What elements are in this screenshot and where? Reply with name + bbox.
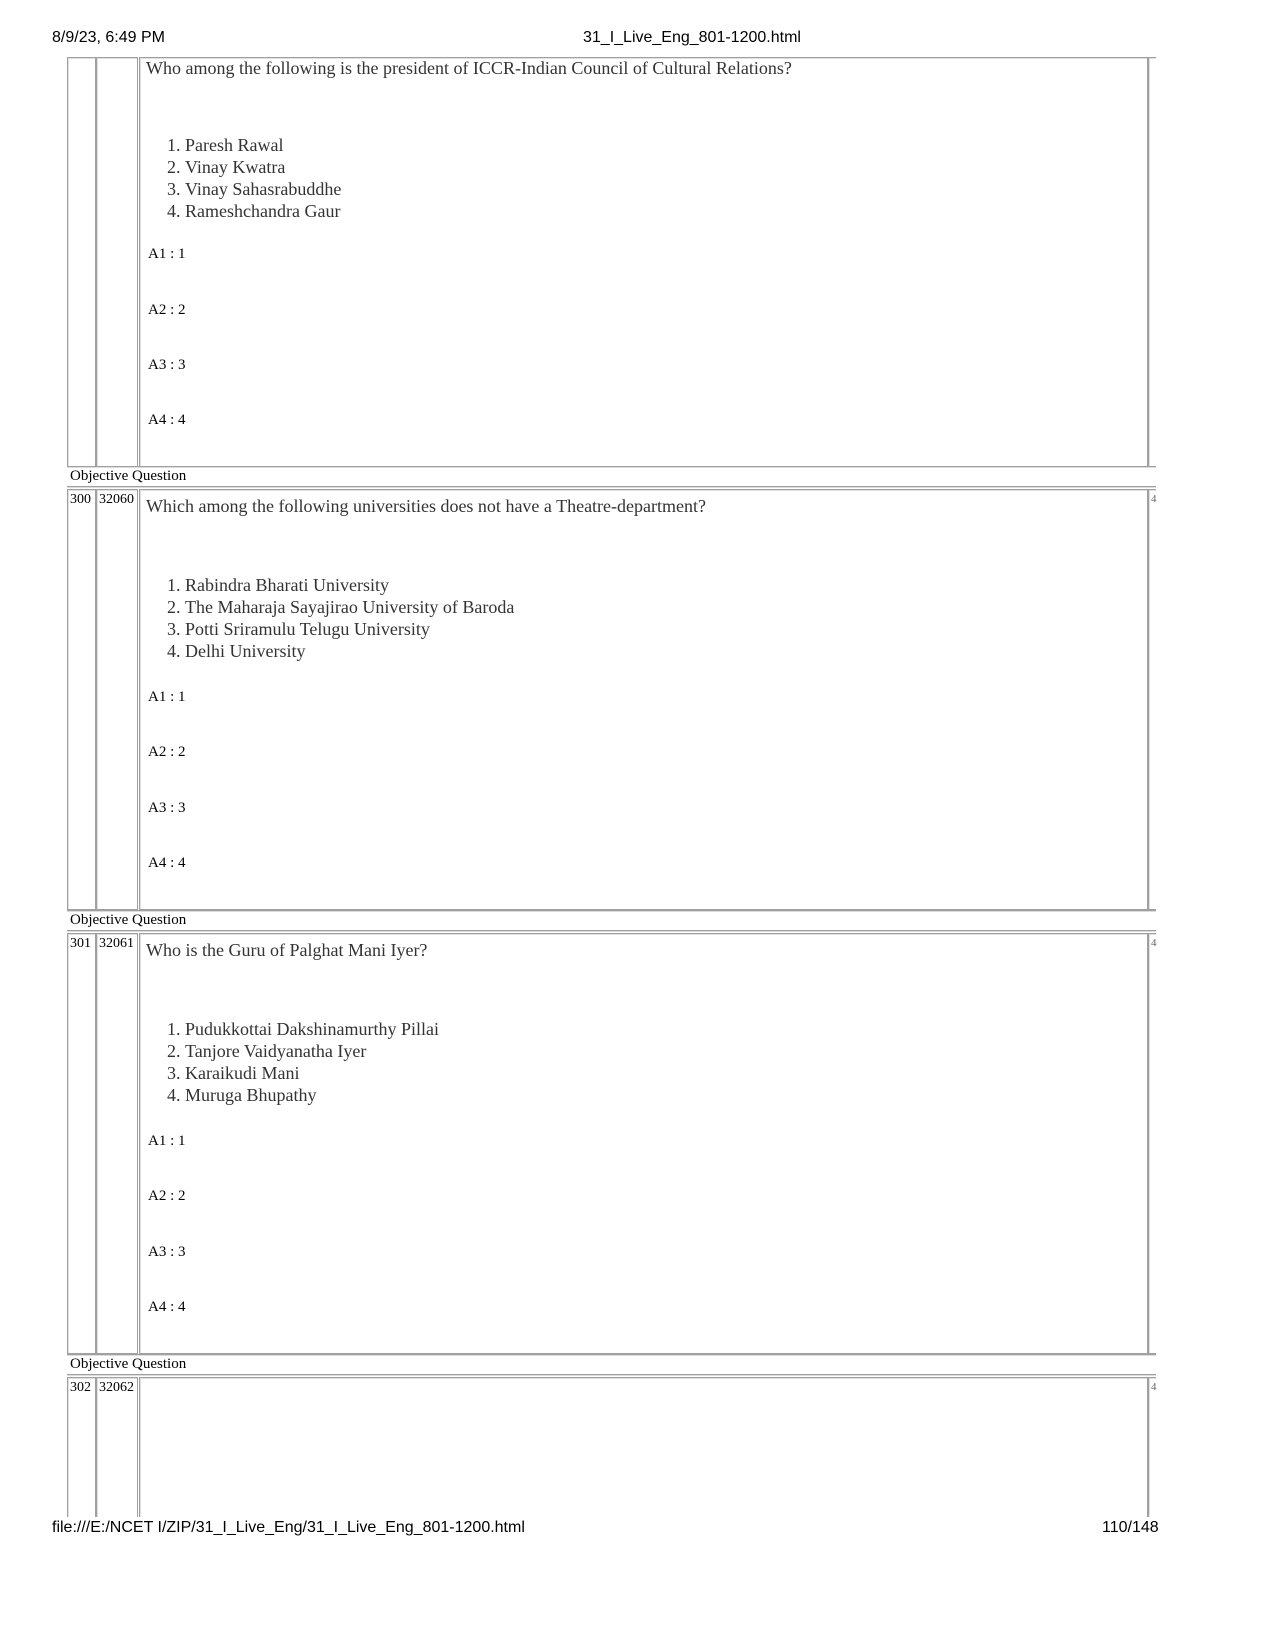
- section-divider: [67, 1374, 1156, 1376]
- section-label: Objective Question: [70, 912, 187, 928]
- question-cell: [139, 57, 1148, 467]
- option-item: 2. Vinay Kwatra: [185, 156, 341, 178]
- options-list: [163, 574, 514, 662]
- sno-cell: [67, 933, 96, 1354]
- options-list: [163, 134, 341, 222]
- marks-cell: [1148, 57, 1156, 467]
- question-cell: [139, 1377, 1148, 1517]
- option-item: 3. Vinay Sahasrabuddhe: [185, 178, 341, 200]
- answer-line: A4 : 4: [148, 412, 186, 428]
- sno-cell: [67, 1377, 96, 1517]
- question-text: Who is the Guru of Palghat Mani Iyer?: [146, 940, 428, 960]
- marks-value: 4: [1151, 937, 1157, 949]
- answer-line: A4 : 4: [148, 1299, 186, 1315]
- qid-cell: [96, 57, 138, 467]
- question-id: 32060: [99, 492, 134, 507]
- option-item: 3. Karaikudi Mani: [185, 1062, 439, 1084]
- section-divider: [67, 466, 1156, 468]
- answer-line: A3 : 3: [148, 1244, 186, 1260]
- option-item: 4. Muruga Bhupathy: [185, 1084, 439, 1106]
- answer-line: A2 : 2: [148, 1188, 186, 1204]
- option-item: 1. Pudukkottai Dakshinamurthy Pillai: [185, 1018, 439, 1040]
- file-path: file:///E:/NCET I/ZIP/31_I_Live_Eng/31_I_Live_Eng_801-1200.html: [52, 1519, 525, 1536]
- question-text: Which among the following universities does not have a Theatre-department?: [146, 496, 706, 516]
- qid-cell: [96, 489, 138, 910]
- marks-value: 4: [1151, 1381, 1157, 1393]
- answer-line: A1 : 1: [148, 689, 186, 705]
- serial-number: 301: [70, 936, 91, 951]
- option-item: 2. The Maharaja Sayajirao University of Baroda: [185, 596, 514, 618]
- serial-number: 300: [70, 492, 91, 507]
- answer-line: A1 : 1: [148, 246, 186, 262]
- option-item: 4. Delhi University: [185, 640, 514, 662]
- section-divider: [67, 930, 1156, 932]
- option-item: 1. Paresh Rawal: [185, 134, 341, 156]
- section-label: Objective Question: [70, 468, 187, 484]
- marks-value: 4: [1151, 493, 1157, 505]
- sno-cell: [67, 489, 96, 910]
- marks-cell: [1148, 1377, 1156, 1517]
- answer-line: A2 : 2: [148, 744, 186, 760]
- option-item: 3. Potti Sriramulu Telugu University: [185, 618, 514, 640]
- section-divider: [67, 486, 1156, 488]
- qid-cell: [96, 1377, 138, 1517]
- sno-cell: [67, 57, 96, 467]
- section-divider: [67, 910, 1156, 912]
- answer-line: A4 : 4: [148, 855, 186, 871]
- option-item: 4. Rameshchandra Gaur: [185, 200, 341, 222]
- qid-cell: [96, 933, 138, 1354]
- option-item: 2. Tanjore Vaidyanatha Iyer: [185, 1040, 439, 1062]
- question-cell: [139, 489, 1148, 910]
- answer-line: A3 : 3: [148, 800, 186, 816]
- answer-line: A3 : 3: [148, 357, 186, 373]
- marks-cell: [1148, 933, 1156, 1354]
- question-id: 32062: [99, 1380, 134, 1395]
- document-title: 31_I_Live_Eng_801-1200.html: [583, 29, 801, 46]
- options-list: [163, 1018, 439, 1106]
- question-id: 32061: [99, 936, 134, 951]
- section-divider: [67, 1354, 1156, 1356]
- answer-line: A2 : 2: [148, 302, 186, 318]
- serial-number: 302: [70, 1380, 91, 1395]
- option-item: 1. Rabindra Bharati University: [185, 574, 514, 596]
- answer-line: A1 : 1: [148, 1133, 186, 1149]
- marks-cell: [1148, 489, 1156, 910]
- question-text: Who among the following is the president of ICCR-Indian Council of Cultural Relations?: [146, 58, 792, 78]
- section-label: Objective Question: [70, 1356, 187, 1372]
- page-indicator: 110/148: [1102, 1519, 1159, 1536]
- question-cell: [139, 933, 1148, 1354]
- print-datetime: 8/9/23, 6:49 PM: [52, 29, 165, 46]
